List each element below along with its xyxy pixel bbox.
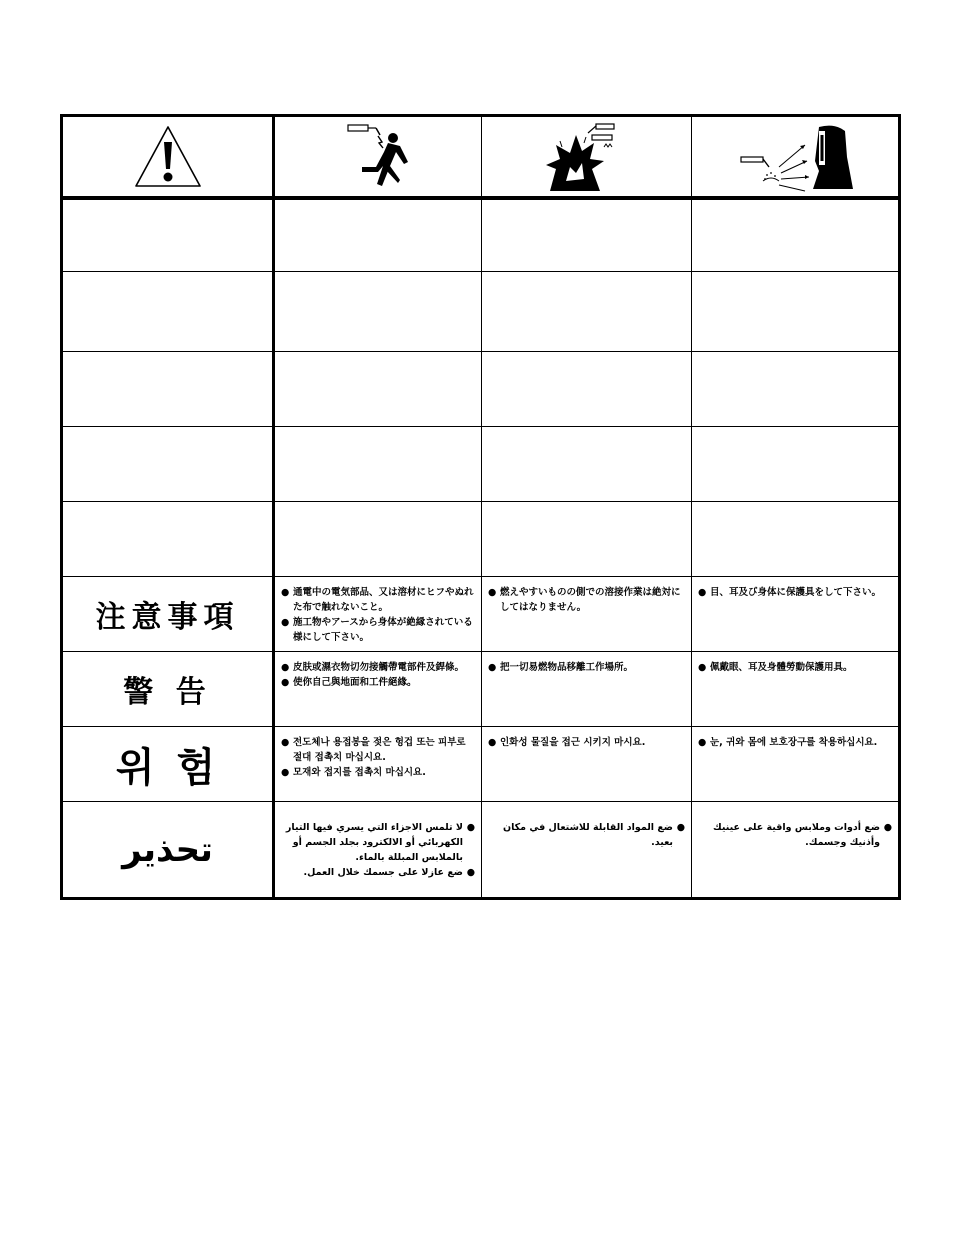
safety-warning-table [60, 114, 901, 900]
bullet-icon: ● [488, 587, 497, 598]
warning-bullet-item [281, 615, 475, 645]
japanese-warning-label [63, 577, 272, 651]
arabic-warning-cell [692, 802, 898, 897]
row-label-text: 注意事項 [95, 600, 240, 635]
warning-text: 把一切易燃物品移離工作場所。 [500, 662, 634, 673]
row-label-text: 위 험 [115, 744, 220, 791]
bullet-icon: ● [466, 822, 475, 833]
bullet-icon: ● [281, 617, 290, 628]
bullet-icon: ● [488, 662, 497, 673]
arabic-warning-label [63, 802, 272, 897]
bullet-icon: ● [281, 767, 290, 778]
warning-text: 모재와 접지를 접촉치 마십시요. [293, 767, 426, 778]
warning-bullet-item [281, 735, 475, 765]
warning-bullet-item [698, 820, 892, 850]
arc-rays-header-cell [692, 117, 898, 196]
fire-explosion-icon [542, 121, 632, 193]
korean-warning-cell [692, 727, 898, 801]
warning-text: ضع أدوات وملابس واقية على عينيك وأذنيك وجسمك. [712, 822, 880, 848]
row-divider [63, 351, 898, 352]
warning-text: 佩戴眼、耳及身體勞動保護用具。 [710, 662, 853, 673]
warning-text: 皮肤或濕衣物切勿接觸帶電部件及銲條。 [293, 662, 465, 673]
warning-text: ضع المواد القابلة للاشتعال في مكان بعيد. [502, 822, 673, 848]
bullet-icon: ● [281, 587, 290, 598]
row-label-text: تحذير [122, 829, 213, 870]
bullet-icon: ● [883, 822, 892, 833]
warning-bullet-item [698, 660, 892, 675]
chinese-warning-cell [692, 652, 898, 726]
electric-shock-icon [338, 122, 418, 192]
fire-header-cell [482, 117, 691, 196]
chinese-warning-cell [275, 652, 481, 726]
warning-bullet-item [281, 585, 475, 615]
warning-bullet-item [281, 820, 475, 865]
warning-text: 눈, 귀와 몸에 보호장구를 착용하십시요. [710, 737, 878, 748]
bullet-icon: ● [488, 737, 497, 748]
warning-text: 目、耳及び身体に保護具をして下さい。 [710, 587, 882, 598]
warning-bullet-item [281, 660, 475, 675]
warning-header-cell [63, 117, 272, 196]
bullet-icon: ● [281, 662, 290, 673]
japanese-warning-cell [275, 577, 481, 651]
warning-text: 인화성 물질을 접근 시키지 마시요. [500, 737, 646, 748]
korean-warning-cell [482, 727, 691, 801]
warning-bullet-item [488, 820, 685, 850]
warning-bullet-item [281, 765, 475, 780]
warning-bullet-item [488, 735, 685, 750]
row-divider [63, 426, 898, 427]
japanese-warning-cell [482, 577, 691, 651]
warning-bullet-item [281, 675, 475, 690]
arabic-warning-cell [482, 802, 691, 897]
row-divider [63, 271, 898, 272]
warning-text: 施工物やアースから身体が絶縁されている様にして下さい。 [293, 617, 473, 643]
row-label-text: 警 告 [123, 675, 212, 710]
arc-rays-face-shield-icon [735, 121, 855, 193]
warning-text: 燃えやすいものの側での溶接作業は絶対にしてはなりません。 [500, 587, 681, 613]
warning-text: ضع عازلا على جسمك خلال العمل. [303, 867, 463, 878]
warning-bullet-item [698, 735, 892, 750]
japanese-warning-cell [692, 577, 898, 651]
warning-triangle-icon [133, 124, 203, 190]
bullet-icon: ● [281, 677, 290, 688]
korean-warning-cell [275, 727, 481, 801]
arabic-warning-cell [275, 802, 481, 897]
warning-bullet-item [698, 585, 892, 600]
korean-warning-label [63, 727, 272, 801]
bullet-icon: ● [676, 822, 685, 833]
warning-bullet-item [488, 585, 685, 615]
warning-text: لا تلمس الاجزاء التي يسري فيها التيار الكهربائي أو الالكترود بجلد الجسم أو بالملابس المبللة بالماء. [285, 822, 463, 863]
bullet-icon: ● [698, 737, 707, 748]
bullet-icon: ● [698, 587, 707, 598]
warning-text: 通電中の電気部品、又は溶材にヒフやぬれた布で触れないこと。 [293, 587, 474, 613]
bullet-icon: ● [466, 867, 475, 878]
warning-bullet-item [281, 865, 475, 880]
chinese-warning-cell [482, 652, 691, 726]
warning-bullet-item [488, 660, 685, 675]
warning-text: 使你自己與地面和工件絕緣。 [293, 677, 417, 688]
shock-header-cell [275, 117, 481, 196]
bullet-icon: ● [698, 662, 707, 673]
header-divider [63, 196, 898, 200]
bullet-icon: ● [281, 737, 290, 748]
chinese-warning-label [63, 652, 272, 726]
row-divider [63, 501, 898, 502]
warning-text: 전도체나 용접봉을 젖은 헝겁 또는 피부로 절대 접촉치 마십시요. [293, 737, 466, 763]
